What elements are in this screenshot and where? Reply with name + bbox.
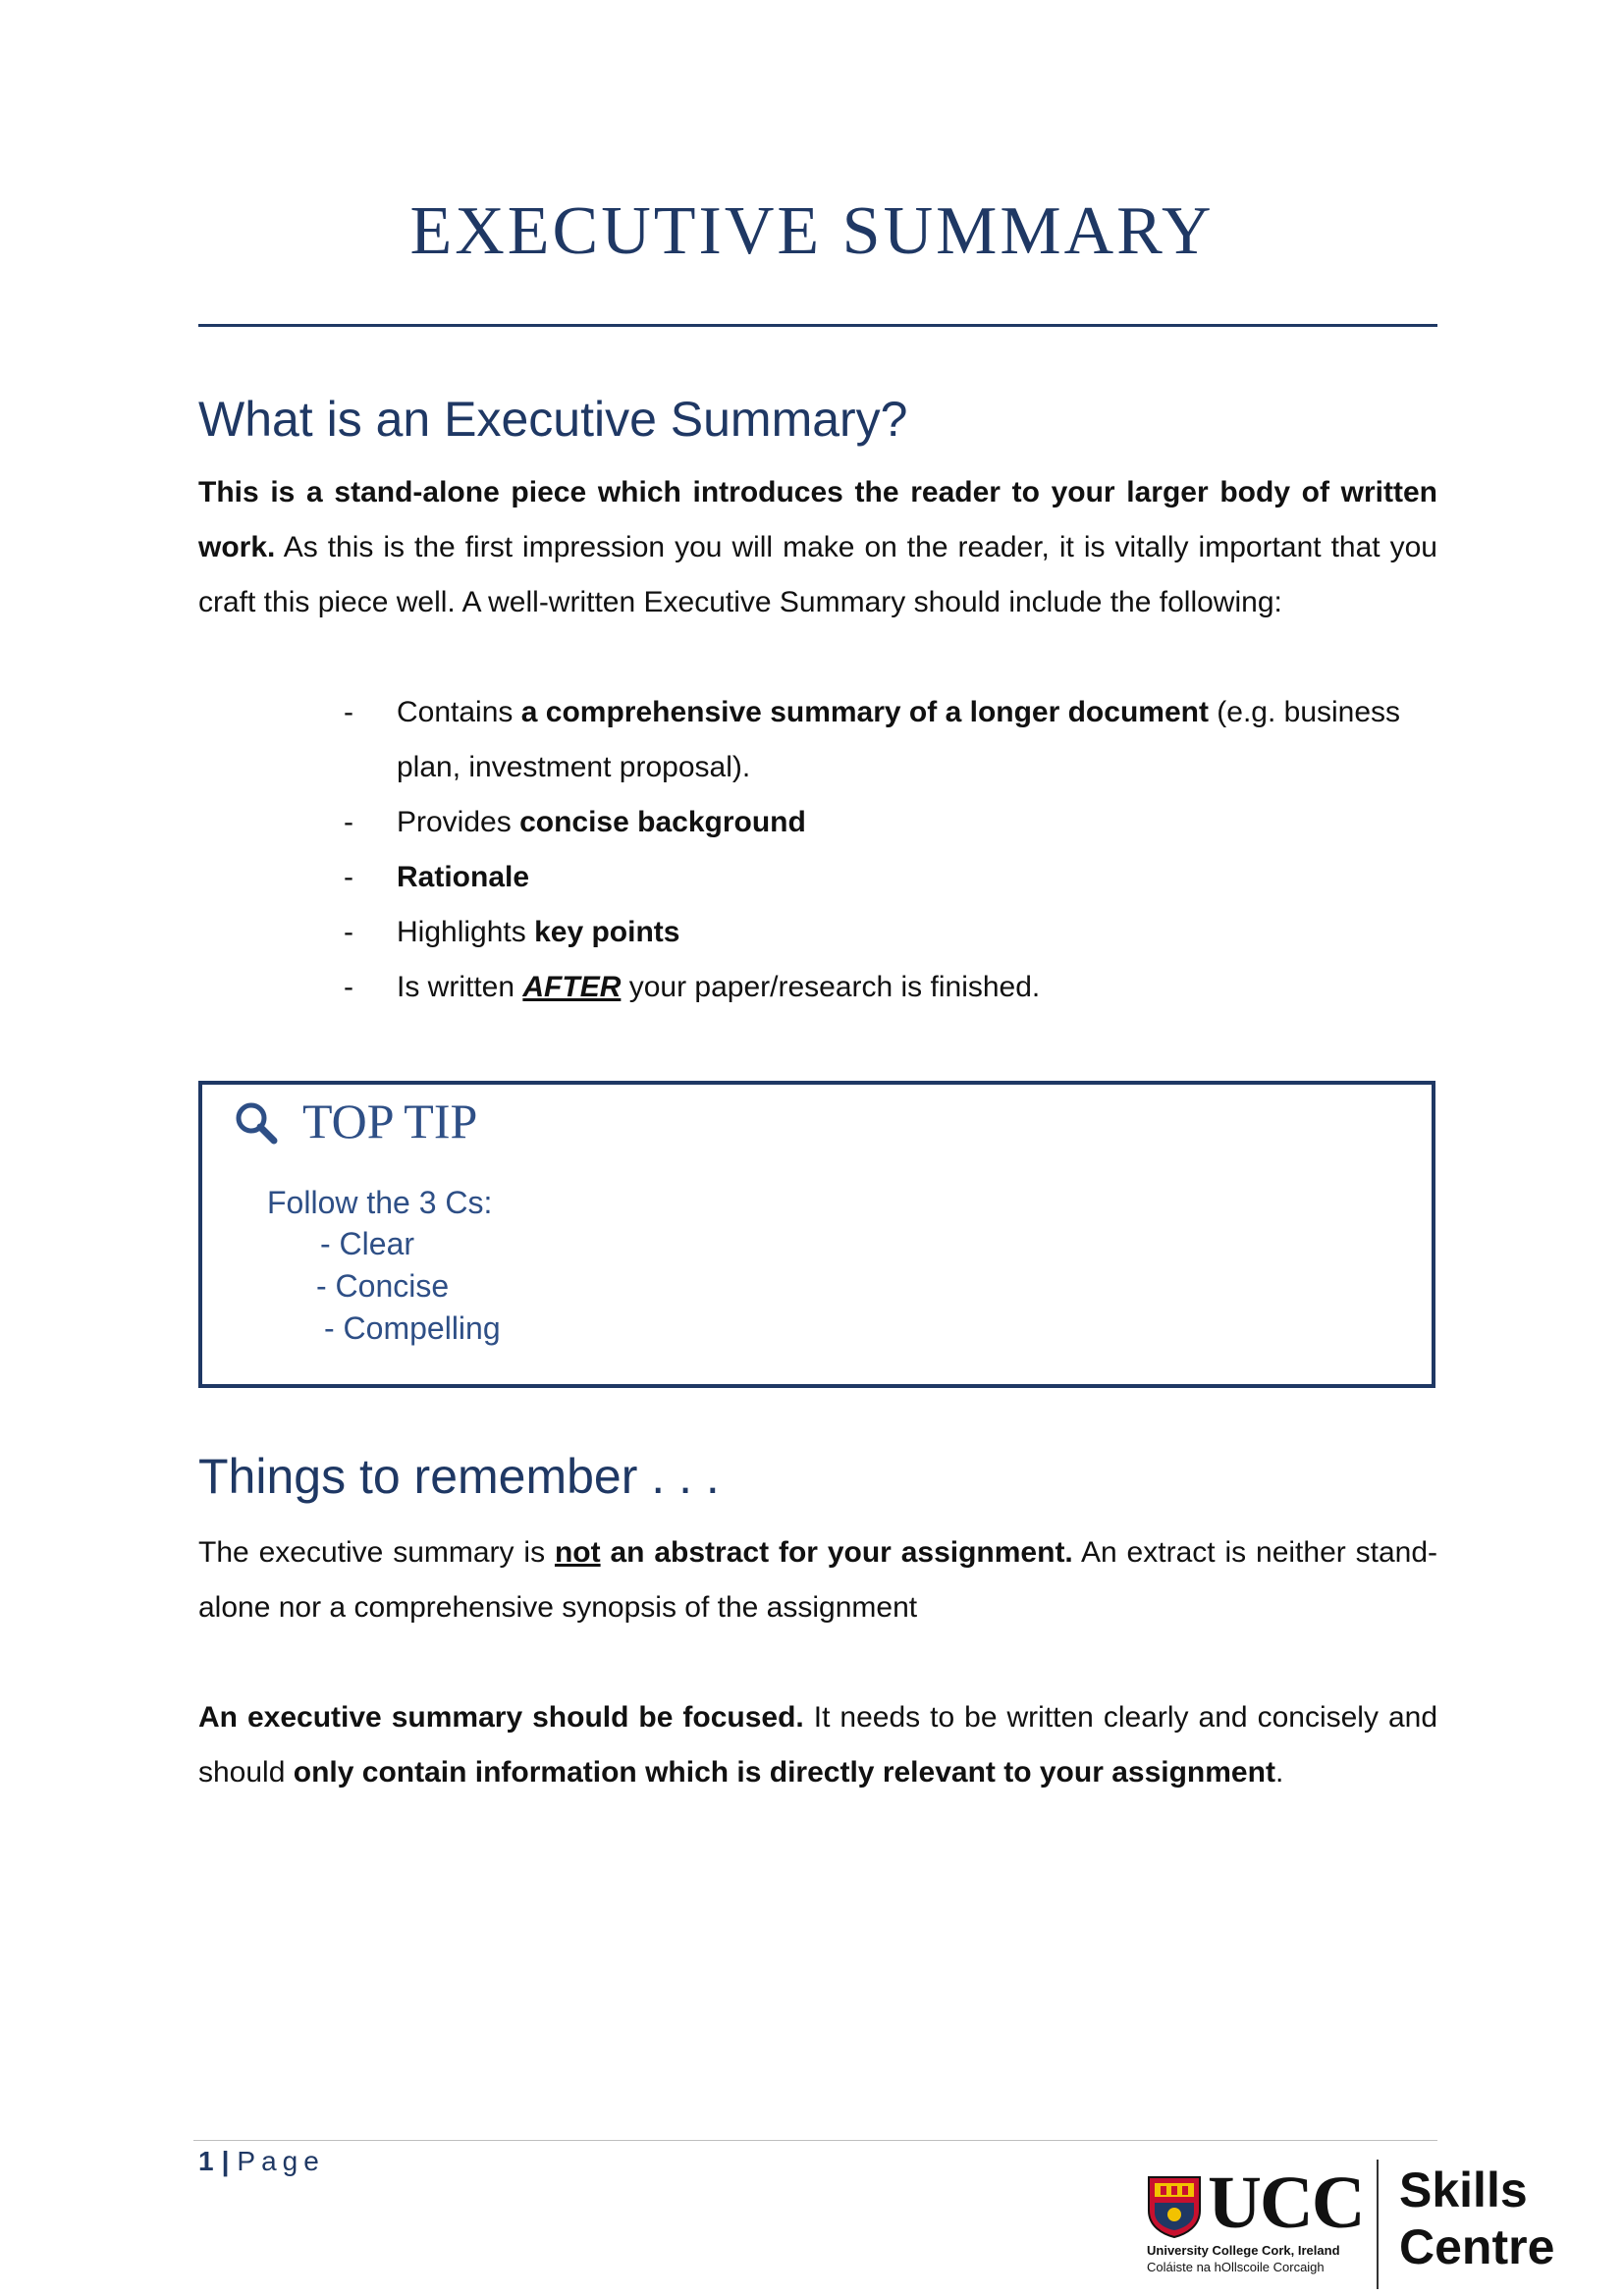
abstract-text: The executive summary is: [198, 1536, 555, 1569]
bullet-dash: -: [344, 916, 353, 948]
top-tip-box: [198, 1081, 1435, 1388]
bullet-text: Is written: [397, 971, 523, 1003]
bullet-dash: -: [344, 971, 353, 1003]
page-number: [198, 2146, 325, 2177]
bullet-text-after: your paper/research is finished.: [621, 971, 1041, 1003]
abstract-bold-text: an abstract for your assignment.: [600, 1536, 1073, 1569]
intro-bold-text: This is a stand-alone piece which introduces the reader to your larger body of written work.: [198, 476, 1437, 563]
focused-end: .: [1274, 1756, 1284, 1789]
centre-word: Centre: [1399, 2219, 1555, 2274]
top-tip-intro: Follow the 3 Cs:: [267, 1185, 493, 1220]
page-title: EXECUTIVE SUMMARY: [409, 193, 1215, 269]
bullet-item: [344, 905, 1437, 960]
bullet-dash: -: [344, 806, 353, 838]
abstract-rest-text: An extract is neither stand-alone nor a comprehensive synopsis of the assignment: [198, 1536, 1437, 1624]
footer-divider: [193, 2140, 1437, 2141]
skills-word: Skills: [1399, 2163, 1528, 2217]
section-heading-things: Things to remember . . .: [198, 1449, 720, 1504]
ucc-logo-text: UCC: [1208, 2162, 1364, 2244]
bullet-item: [344, 685, 1437, 795]
title-divider: [198, 324, 1437, 327]
bullet-bold-text: Rationale: [397, 861, 530, 893]
top-tip-title: TOP TIP: [302, 1094, 478, 1148]
bullet-text: Highlights: [397, 916, 535, 948]
tip-item-concise: - Concise: [316, 1268, 450, 1304]
page-label: Page: [237, 2146, 325, 2176]
bullet-bold-text: concise background: [519, 806, 806, 838]
page-number-separator: |: [221, 2146, 230, 2176]
section-heading-what: What is an Executive Summary?: [198, 392, 908, 447]
bullet-item: [344, 795, 1437, 850]
ucc-crest-icon: [1147, 2175, 1202, 2238]
intro-paragraph: [198, 465, 1437, 630]
bullet-dash: -: [344, 696, 353, 728]
bullet-item: [344, 850, 1437, 905]
magnifier-icon: [230, 1096, 287, 1153]
focused-paragraph: [198, 1690, 1437, 1800]
summary-bullet-list: [344, 685, 1437, 1015]
tip-item-compelling: - Compelling: [324, 1310, 501, 1346]
bullet-text: Provides: [397, 806, 520, 838]
bullet-text-after: (e.g. business plan, investment proposal).: [397, 696, 1401, 783]
focused-bold-text: An executive summary should be focused.: [198, 1701, 804, 1734]
intro-text: As this is the first impression you will make on the reader, it is vitally important that you craft this piece well. A well-written Executive Summary should include the following:: [198, 531, 1437, 618]
focused-text: It needs to be written clearly and concisely and should: [198, 1701, 1437, 1789]
bullet-bold-text: key points: [534, 916, 680, 948]
bullet-bold-text: a comprehensive summary of a longer document: [520, 696, 1209, 728]
skills-centre-logo: [1399, 2162, 1554, 2275]
bullet-item: [344, 960, 1437, 1015]
logo-divider: [1377, 2160, 1379, 2289]
ucc-name-english: University College Cork, Ireland: [1147, 2243, 1340, 2258]
not-emphasis: not: [554, 1536, 601, 1569]
abstract-paragraph: [198, 1525, 1437, 1635]
tip-item-clear: - Clear: [320, 1226, 415, 1261]
relevant-bold-text: only contain information which is directly relevant to your assignment: [293, 1756, 1275, 1789]
ucc-name-irish: Coláiste na hOllscoile Corcaigh: [1147, 2260, 1325, 2274]
bullet-dash: -: [344, 861, 353, 893]
page-number-value: 1: [198, 2146, 214, 2176]
bullet-emphasis-after: AFTER: [522, 971, 622, 1003]
bullet-text: Contains: [397, 696, 521, 728]
